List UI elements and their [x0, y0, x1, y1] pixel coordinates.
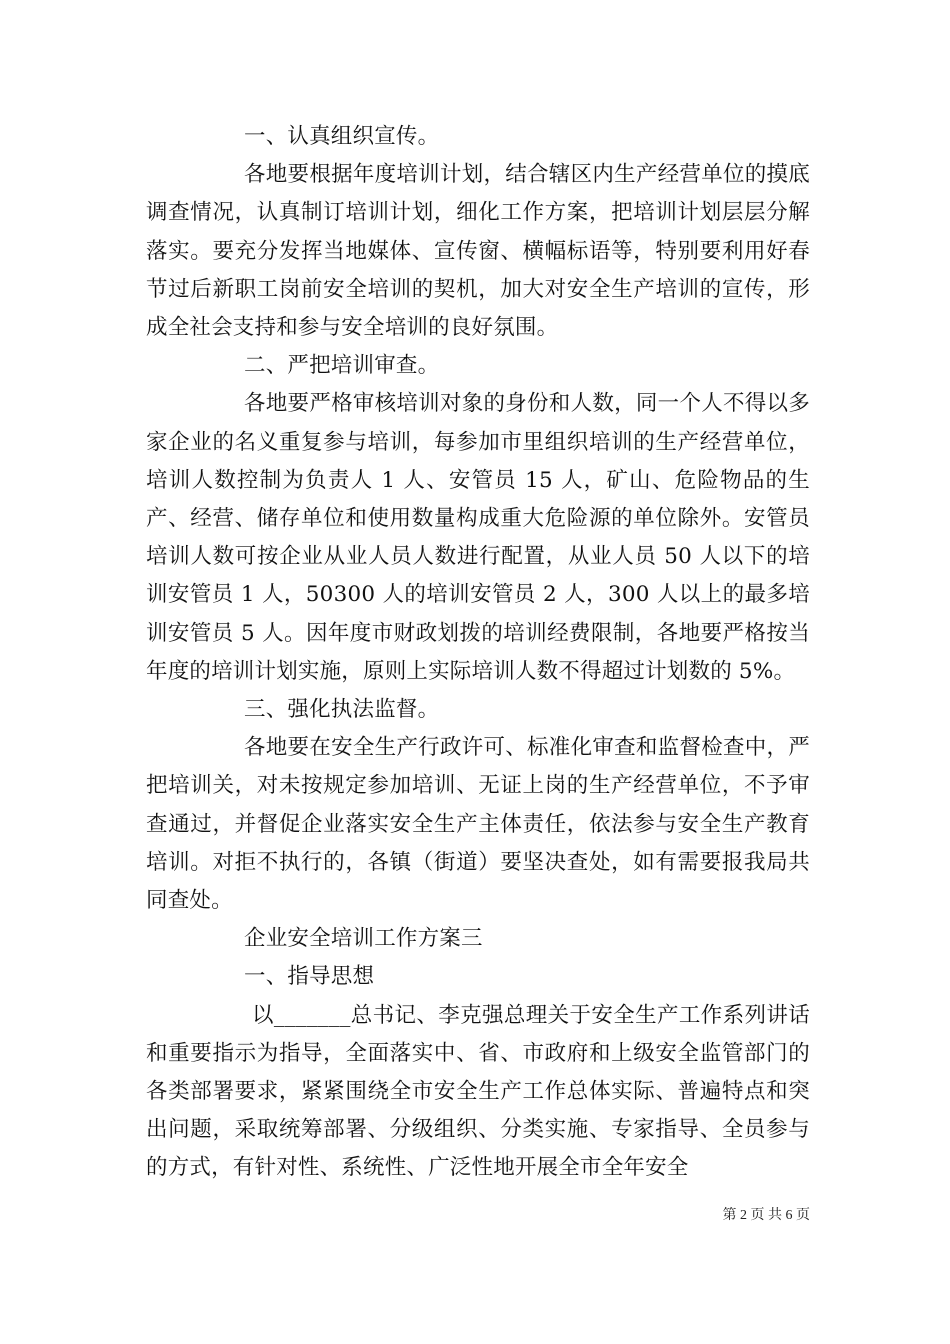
section-heading-supervision: 三、强化执法监督。 [244, 697, 440, 723]
paragraph-supervision: 各地要在安全生产行政许可、标准化审查和监督检查中，严把培训关，对未按规定参加培训、无证上岗的生产经营单位，不予审查通过，并督促企业落实安全生产主体责任，依法参与安全生产教育培训。对拒不执行的，各镇（街道）要坚决查处，如有需要报我局共同查处。 [146, 735, 810, 914]
paragraph-review: 各地要严格审核培训对象的身份和人数，同一个人不得以多家企业的名义重复参与培训，每参加市里组织培训的生产经营单位，培训人数控制为负责人 1 人、安管员 15 人，矿山、危险物品的生产、经营、储存单位和使用数量构成重大危险源的单位除外。安管员培训人数可按企业从业人员人数进行配置，从业人员 50 人以下的培训安管员 1 人，50300 人的培训安管员 2 人，300 人以上的最多培训安管员 5 人。因年度市财政划拨的培训经费限制，各地要严格按当年度的培训计划实施，原则上实际培训人数不得超过计划数的 5%。 [146, 391, 810, 684]
plan-title: 企业安全培训工作方案三 [244, 926, 483, 952]
page-number-footer: 第 2 页 共 6 页 [722, 1208, 810, 1223]
section-heading-publicity: 一、认真组织宣传。 [244, 124, 440, 149]
section-heading-guiding-ideology: 一、指导思想 [244, 964, 375, 990]
paragraph-guiding-ideology: 以_______总书记、李克强总理关于安全生产工作系列讲话和重要指示为指导，全面落实中、省、市政府和上级安全监管部门的各类部署要求，紧紧围绕全市安全生产工作总体实际、普遍特点和突出问题，采取统筹部署、分级组织、分类实施、专家指导、全员参与的方式，有针对性、系统性、广泛性地开展全市全年安全 [146, 1002, 810, 1181]
document-body [146, 118, 810, 1188]
section-heading-review: 二、严把培训审查。 [244, 353, 440, 379]
paragraph-publicity: 各地要根据年度培训计划，结合辖区内生产经营单位的摸底调查情况，认真制订培训计划，细化工作方案，把培训计划层层分解落实。要充分发挥当地媒体、宣传窗、横幅标语等，特别要利用好春节过后新职工岗前安全培训的契机，加大对安全生产培训的宣传，形成全社会支持和参与安全培训的良好氛围。 [146, 162, 810, 341]
